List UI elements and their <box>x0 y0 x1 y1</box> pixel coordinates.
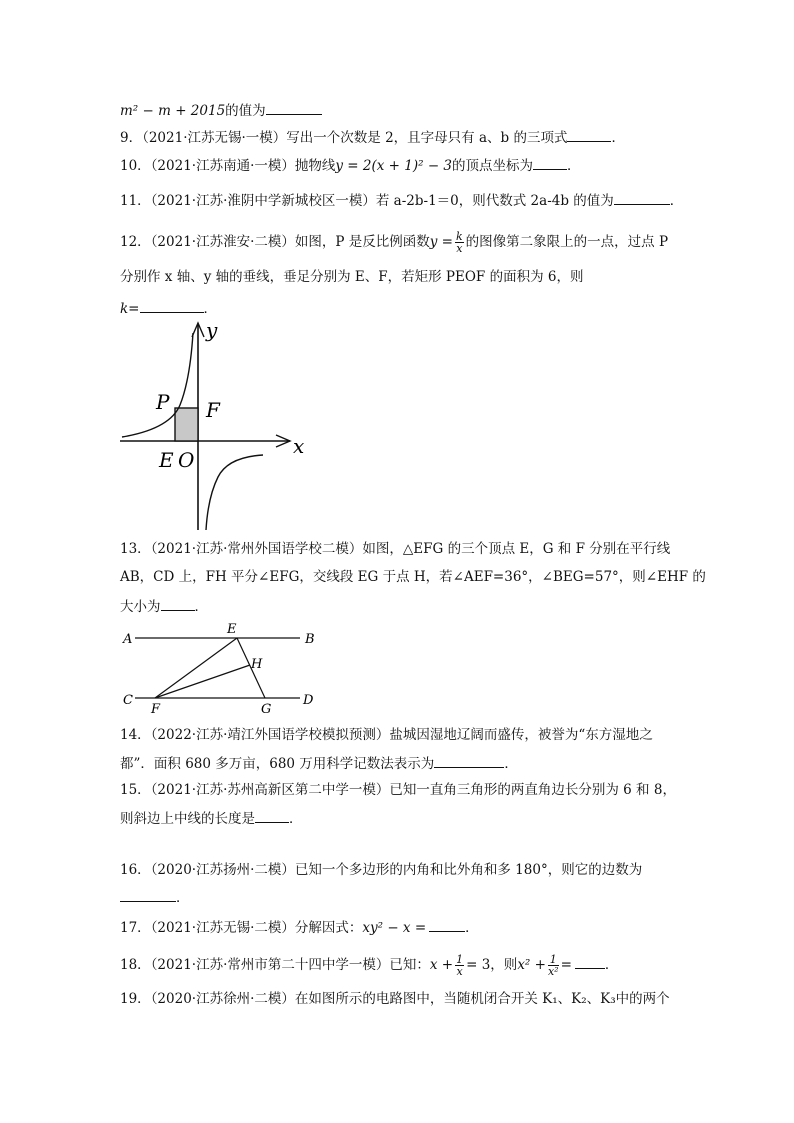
q15-end: ． <box>289 811 303 827</box>
q11-number: 11． <box>120 193 151 209</box>
q8-expression: m² − m + 2015 <box>120 103 226 119</box>
q9-text: 写出一个次数是 2，且字母只有 a、b 的三项式 <box>286 130 568 146</box>
q12-label-o: O <box>178 448 195 472</box>
q17-end: ． <box>465 920 479 936</box>
q12-label-e: E <box>159 448 174 472</box>
q18-fraction-2 <box>548 954 559 977</box>
q12-line-2: 分别作 x 轴、y 轴的垂线，垂足分别为 E、F，若矩形 PEOF 的面积为 6，则 <box>120 269 584 285</box>
q15-line-1 <box>120 781 676 799</box>
q16-text-1: 已知一个多边形的内角和比外角和多 180°，则它的边数为 <box>294 862 643 878</box>
q16-line-2 <box>120 887 190 907</box>
q13-label-c: C <box>123 693 133 708</box>
q14-line-2 <box>120 753 518 773</box>
q18-text: 已知： <box>389 957 430 973</box>
q12-text-a: 如图，P 是反比例函数 <box>294 234 430 250</box>
q15-text-2: 则斜边上中线的长度是 <box>120 811 255 827</box>
q13-end: ． <box>194 599 208 615</box>
q18-fraction-2-den: x² <box>547 965 559 978</box>
q18-expr-a: x + <box>429 957 454 973</box>
q13-label-d: D <box>303 693 314 708</box>
q13-text-3: 大小为 <box>120 599 161 615</box>
q14-answer-blank[interactable] <box>434 753 504 768</box>
q12-label-x: x <box>293 434 305 458</box>
q10-formula: y = 2(x + 1)² − 3 <box>335 158 453 174</box>
q16-line-1 <box>120 861 642 879</box>
q18-fraction-2-num: 1 <box>549 953 557 966</box>
q19-line <box>120 990 670 1008</box>
q10-source: （2021·江苏南通·一模） <box>150 158 295 174</box>
q13-figure <box>115 620 325 715</box>
q9-end: ． <box>611 130 625 146</box>
q14-end: ． <box>504 756 518 772</box>
q13-segment-fe <box>155 638 237 698</box>
q12-label-p: P <box>156 390 170 414</box>
q12-fraction <box>455 231 464 254</box>
q18-eq: = <box>560 957 572 973</box>
q10-answer-blank[interactable] <box>533 155 567 170</box>
q16-source: （2020·江苏扬州·二模） <box>150 862 295 878</box>
q12-line-1 <box>120 231 668 254</box>
q18-answer-blank[interactable] <box>575 954 605 969</box>
q12-hyperbola-q4 <box>206 455 263 530</box>
q13-number: 13． <box>120 541 151 557</box>
q12-fx-y: y = <box>429 234 453 250</box>
q8-tail-line <box>120 100 322 120</box>
q18-line <box>120 954 618 977</box>
q10-text-b: 的顶点坐标为 <box>452 158 534 174</box>
q15-source: （2021·江苏·苏州高新区第二中学一模） <box>150 782 390 798</box>
q16-number: 16． <box>120 862 151 878</box>
q14-line-1 <box>120 726 653 744</box>
q18-fraction-1 <box>455 954 464 977</box>
q18-expr-b: x² + <box>517 957 546 973</box>
q13-line-3 <box>120 596 208 616</box>
q16-answer-blank[interactable] <box>120 887 176 902</box>
q10-line <box>120 155 581 175</box>
q18-eq3: = 3，则 <box>466 957 518 973</box>
q12-fraction-den: x <box>456 242 463 255</box>
q18-fraction-1-num: 1 <box>456 953 464 966</box>
q12-rectangle-peof <box>175 408 198 441</box>
q13-line-2: AB，CD 上，FH 平分∠EFG，交线段 EG 于点 H，若∠AEF=36°，∠BEG=57°，则∠EHF 的 <box>120 569 706 585</box>
q18-fraction-1-den: x <box>456 965 463 978</box>
q13-label-h: H <box>251 657 263 672</box>
q17-expression: xy² − x = <box>362 920 427 936</box>
q10-number: 10． <box>120 158 151 174</box>
q18-source: （2021·江苏·常州市第二十四中学一模） <box>150 957 390 973</box>
q12-label-f: F <box>206 398 220 422</box>
q13-label-a: A <box>123 632 133 647</box>
q9-line <box>120 127 625 147</box>
q9-source: （2021·江苏无锡·一模） <box>142 130 287 146</box>
q12-fraction-num: k <box>456 230 463 243</box>
q13-segment-fh <box>155 665 250 698</box>
q11-text: 若 a-2b-1＝0，则代数式 2a-4b 的值为 <box>375 193 614 209</box>
q19-source: （2020·江苏徐州·二模） <box>150 991 295 1007</box>
q14-text-1: 盐城因湿地辽阔而盛传，被誉为“东方湿地之 <box>389 727 653 743</box>
q14-source: （2022·江苏·靖江外国语学校模拟预测） <box>150 727 390 743</box>
q12-text-b: 的图像第二象限上的一点，过点 P <box>465 234 669 250</box>
q13-text-1: 如图，△EFG 的三个顶点 E，G 和 F 分别在平行线 <box>362 541 671 557</box>
q13-label-g: G <box>261 702 272 715</box>
q9-answer-blank[interactable] <box>567 127 611 142</box>
q19-number: 19． <box>120 991 151 1007</box>
q17-number: 17． <box>120 920 151 936</box>
q13-label-e: E <box>227 622 237 637</box>
q11-answer-blank[interactable] <box>614 190 670 205</box>
q17-answer-blank[interactable] <box>429 917 465 932</box>
q13-label-b: B <box>305 632 315 647</box>
q13-answer-blank[interactable] <box>161 596 195 611</box>
q10-text-a: 抛物线 <box>294 158 336 174</box>
q15-text-1: 已知一直角三角形的两直角边长分别为 6 和 8， <box>389 782 676 798</box>
q17-source: （2021·江苏无锡·二模） <box>150 920 295 936</box>
q14-text-2: 都”．面积 680 多万亩，680 万用科学记数法表示为 <box>120 756 435 772</box>
q17-line <box>120 917 479 937</box>
q11-line <box>120 190 683 210</box>
q15-answer-blank[interactable] <box>255 808 289 823</box>
q19-text: 在如图所示的电路图中，当随机闭合开关 K₁、K₂、K₃中的两个 <box>294 991 670 1007</box>
q8-answer-blank[interactable] <box>266 100 322 115</box>
q11-source: （2021·江苏·淮阴中学新城校区一模） <box>150 193 376 209</box>
q15-number: 15． <box>120 782 151 798</box>
q12-source: （2021·江苏淮安·二模） <box>150 234 295 250</box>
q17-text: 分解因式： <box>294 920 363 936</box>
q14-number: 14． <box>120 727 151 743</box>
q15-line-2 <box>120 808 303 828</box>
q12-label-y: y <box>206 318 218 342</box>
q13-source: （2021·江苏·常州外国语学校二模） <box>150 541 363 557</box>
q13-line-1 <box>120 540 670 558</box>
q10-end: ． <box>567 158 581 174</box>
q9-number: 9． <box>120 130 143 146</box>
q18-end: ． <box>604 957 619 973</box>
q12-number: 12． <box>120 234 151 250</box>
q18-number: 18． <box>120 957 151 973</box>
q16-end: ． <box>176 890 190 906</box>
q11-end: ． <box>669 193 684 209</box>
q12-answer-blank[interactable] <box>140 298 204 313</box>
q8-text: 的值为 <box>225 103 266 119</box>
q12-k: k= <box>120 301 140 317</box>
q12-figure <box>110 315 310 535</box>
q13-label-f: F <box>151 702 161 715</box>
q12-end: ． <box>203 301 217 317</box>
